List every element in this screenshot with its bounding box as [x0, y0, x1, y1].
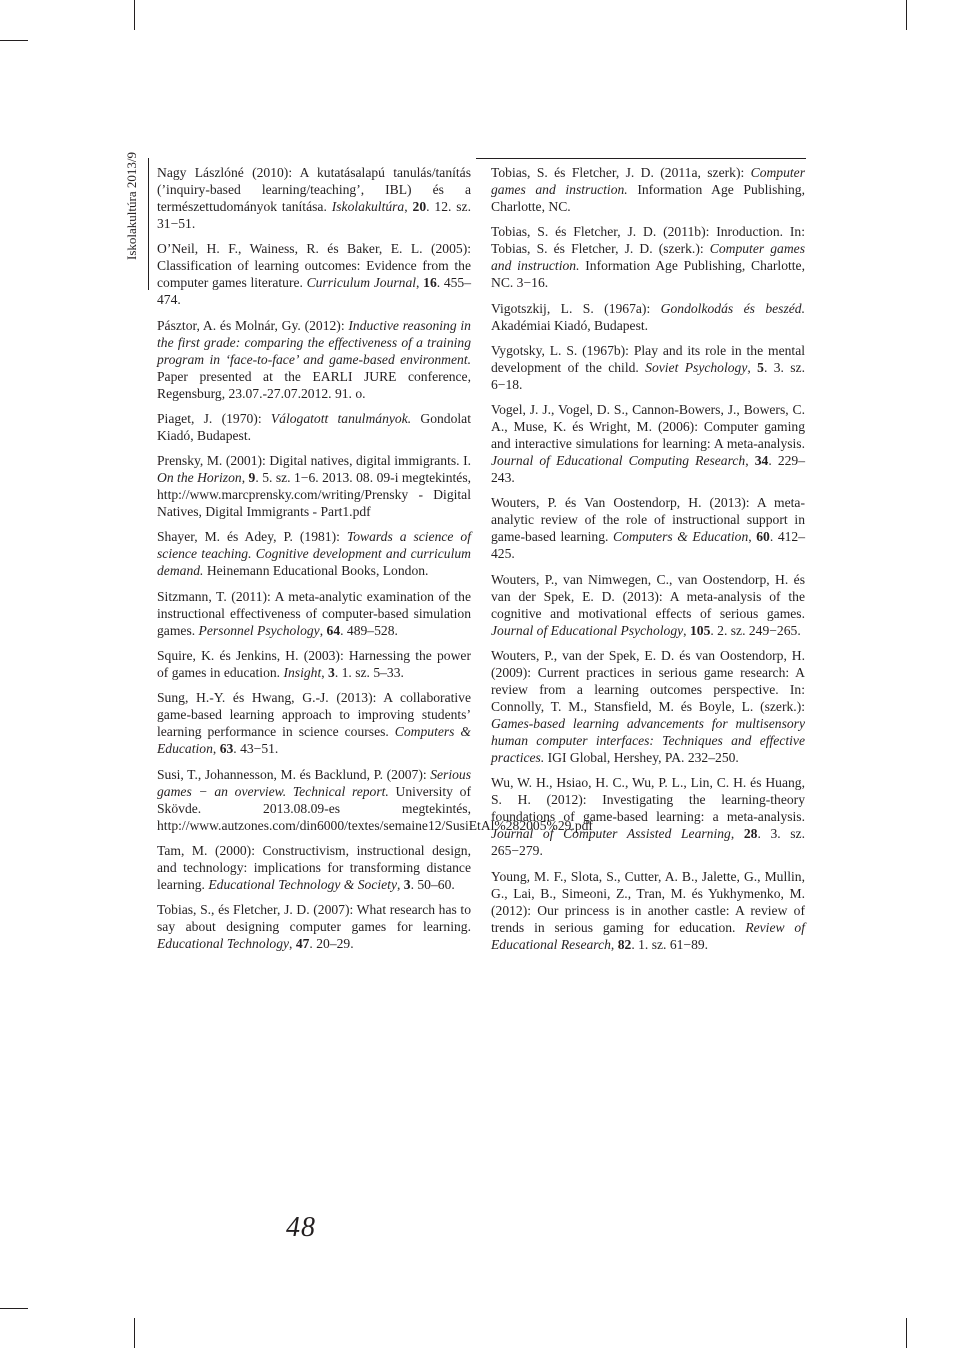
- reference-text: Tobias, S. és Fletcher, J. D. (2011b): Inroduction. In: Tobias, S. és Fletcher, J. D. (szerk.):: [491, 224, 805, 257]
- reference-text: . 50–60.: [410, 876, 455, 892]
- reference-title: Válogatott tanulmányok.: [270, 410, 412, 426]
- reference-entry: [157, 766, 593, 834]
- reference-text: Vogel, J. J., Vogel, D. S., Cannon-Bowers, J., Bowers, C. A., Muse, K. és Wright, M. (2006): Computer gaming and interactive simulations for learning: A meta-analysis.: [491, 402, 805, 452]
- reference-text: Gondolat Kiadó, Budapest.: [157, 410, 471, 443]
- reference-text: IGI Global, Hershey, PA. 232–250.: [544, 750, 739, 766]
- running-head: Iskolakultúra 2013/9: [124, 152, 139, 260]
- reference-entry: [157, 689, 471, 757]
- reference-entry: [157, 240, 471, 308]
- reference-text: Sitzmann, T. (2011): A meta-analytic examination of the instructional effectiveness of computer-based simulation games.: [157, 588, 471, 638]
- reference-text: . 412–425.: [491, 529, 806, 562]
- reference-text: . 20–29.: [309, 936, 354, 952]
- reference-text: ,: [683, 622, 690, 638]
- reference-entry: [491, 164, 805, 215]
- reference-text: Information Age Publishing, Charlotte, NC. 3−16.: [491, 258, 805, 291]
- reference-title: Computer games and instruction.: [491, 165, 805, 197]
- reference-text: ,: [747, 359, 758, 375]
- reference-title: Journal of Educational Computing Research: [491, 453, 746, 469]
- reference-text: . 3. sz. 265−279.: [491, 826, 805, 859]
- reference-title: Personnel Psychology: [198, 622, 320, 638]
- reference-text: . 3. sz. 6−18.: [491, 359, 805, 392]
- reference-entry: [157, 452, 471, 520]
- reference-text: Piaget, J. (1970):: [157, 410, 271, 426]
- reference-text: Heinemann Educational Books, London.: [203, 563, 429, 579]
- reference-volume: 47: [295, 936, 310, 952]
- crop-mark: [906, 1318, 907, 1348]
- reference-text: Wouters, P., van Nimwegen, C., van Oostendorp, H. és van der Spek, E. D. (2013): A meta-analysis of the cognitive and motivational effects of serious games.: [491, 571, 805, 621]
- reference-text: . 229–243.: [491, 453, 805, 486]
- reference-text: Vigotszkij, L. S. (1967a):: [491, 300, 661, 316]
- reference-volume: 60: [756, 529, 770, 545]
- reference-title: On the Horizon: [157, 470, 242, 486]
- reference-text: ,: [289, 936, 296, 952]
- reference-entry: [491, 401, 805, 486]
- reference-entry: [491, 571, 805, 639]
- reference-volume: 82: [617, 936, 632, 952]
- reference-entry: [157, 842, 471, 893]
- reference-text: Susi, T., Johannesson, M. és Backlund, P. (2007):: [157, 766, 431, 782]
- reference-title: Serious games − an overview. Technical report.: [157, 766, 471, 799]
- reference-text: . 5. sz. 1−6. 2013. 08. 09-i megtekintés, http://www.marcprensky.com/writing/Prensky - Digital Natives, Digital Immigrants - Part1.pdf: [157, 470, 472, 520]
- reference-entry: [157, 588, 471, 639]
- reference-title: Educational Technology: [157, 936, 290, 952]
- reference-text: Information Age Publishing, Charlotte, NC.: [491, 182, 805, 214]
- crop-mark: [0, 1308, 28, 1309]
- reference-title: Gondolkodás és beszéd.: [660, 300, 805, 316]
- header-rule: [476, 158, 806, 159]
- reference-volume: 5: [757, 359, 764, 375]
- reference-text: ,: [241, 470, 249, 486]
- reference-text: ,: [404, 199, 413, 214]
- reference-title: Towards a science of science teaching. Cognitive development and curriculum demand.: [157, 529, 471, 579]
- reference-title: Computer games and instruction.: [491, 241, 805, 274]
- reference-volume: 28: [743, 826, 758, 842]
- reference-entry: [491, 647, 805, 766]
- reference-text: Wouters, P. és Van Oostendorp, H. (2013): A meta-analytic review of the role of instructional support in game-based learning.: [491, 495, 805, 545]
- reference-entry: [157, 410, 471, 444]
- reference-entry: [491, 342, 805, 393]
- reference-title: Journal of Educational Psychology: [491, 622, 684, 638]
- reference-text: . 1. sz. 5–33.: [334, 665, 404, 681]
- reference-text: ,: [321, 665, 329, 681]
- reference-entry: [157, 528, 471, 579]
- reference-title: Educational Technology & Society: [208, 876, 397, 892]
- reference-volume: 20: [412, 199, 427, 214]
- reference-entry: [157, 164, 471, 232]
- reference-entry: [157, 317, 471, 402]
- crop-mark: [0, 40, 28, 41]
- reference-title: Soviet Psychology: [645, 359, 748, 375]
- reference-text: Squire, K. és Jenkins, H. (2003): Harnessing the power of games in education.: [157, 648, 471, 681]
- reference-text: Tam, M. (2000): Constructivism, instructional design, and technology: implications for transforming distance learning.: [157, 842, 471, 892]
- page-number: 48: [286, 1212, 316, 1243]
- reference-column-right: [491, 164, 805, 961]
- crop-mark: [134, 0, 135, 30]
- reference-entry: [491, 300, 805, 334]
- reference-volume: 3: [328, 665, 335, 681]
- reference-text: Tobias, S., és Fletcher, J. D. (2007): What research has to say about designing computer games for learning.: [157, 902, 471, 935]
- reference-text: . 455–474.: [157, 275, 472, 308]
- reference-text: . 12. sz. 31−51.: [157, 199, 471, 231]
- reference-title: Computers & Education: [613, 529, 749, 545]
- reference-text: ,: [319, 622, 327, 638]
- margin-rule: [148, 158, 149, 290]
- reference-text: ,: [745, 453, 755, 469]
- reference-text: Wu, W. H., Hsiao, H. C., Wu, P. L., Lin, C. H. és Huang, S. H. (2012): Investigating the learning-theory foundations of game-based learning: a meta-analysis.: [491, 775, 805, 825]
- reference-text: Paper presented at the EARLI JURE conference, Regensburg, 23.07.-27.07.2012. 91. o.: [157, 368, 471, 401]
- crop-mark: [906, 0, 907, 30]
- reference-text: . 1. sz. 61−89.: [631, 936, 709, 952]
- reference-title: Insight: [283, 665, 322, 681]
- reference-text: . 489–528.: [340, 622, 398, 638]
- reference-text: Sung, H.-Y. és Hwang, G.-J. (2013): A collaborative game-based learning approach to improving students’ learning performance in science courses.: [157, 690, 471, 740]
- reference-text: University of Skövde. 2013.08.09-es megtekintés, http://www.autzones.com/din6000/textes/semaine12/SusiEtAl%282005%29.pdf: [157, 783, 593, 833]
- reference-title: Games-based learning advancements for multisensory human computer interfaces: Techniques and effective practices.: [491, 716, 805, 766]
- reference-volume: 64: [326, 622, 341, 638]
- reference-volume: 3: [403, 876, 411, 892]
- reference-volume: 63: [219, 741, 234, 757]
- reference-text: Tobias, S. és Fletcher, J. D. (2011a, szerk):: [491, 165, 751, 180]
- reference-text: Nagy Lászlóné (2010): A kutatásalapú tanulás/tanítás (’inquiry-based learning/teaching’, IBL) és a természettudományok tanítása.: [157, 165, 471, 214]
- crop-mark: [134, 1318, 135, 1348]
- reference-title: Review of Educational Research: [491, 919, 805, 952]
- reference-entry: [491, 774, 805, 859]
- reference-text: ,: [610, 936, 618, 952]
- reference-volume: 9: [248, 470, 256, 486]
- reference-text: O’Neil, H. F., Wainess, R. és Baker, E. L. (2005): Classification of learning outcomes: Evidence from the computer games literature.: [157, 241, 471, 291]
- reference-entry: [491, 868, 805, 953]
- reference-title: Computers & Education: [157, 724, 472, 757]
- reference-volume: 105: [689, 622, 711, 638]
- reference-title: Inductive reasoning in the first grade: comparing the effectiveness of a training program in ‘face-to-face’ and game-based environment.: [157, 317, 471, 367]
- reference-text: Prensky, M. (2001): Digital natives, digital immigrants. I.: [157, 453, 471, 469]
- reference-entry: [157, 647, 471, 681]
- reference-text: ,: [730, 826, 744, 842]
- reference-text: ,: [748, 529, 757, 545]
- reference-title: Iskolakultúra: [331, 199, 405, 214]
- reference-text: . 43−51.: [233, 741, 279, 757]
- reference-text: Shayer, M. és Adey, P. (1981):: [157, 529, 347, 545]
- reference-volume: 16: [423, 275, 437, 291]
- reference-text: Wouters, P., van der Spek, E. D. és van Oostendorp, H. (2009): Current practices in serious game research: A review from a learning outcomes perspective. In: Connolly, T. M., Stansfield, M. és Boyle, L. (szerk.):: [491, 648, 805, 715]
- reference-entry: [491, 494, 805, 562]
- reference-volume: 34: [754, 453, 769, 469]
- reference-text: ,: [396, 876, 404, 892]
- reference-text: Vygotsky, L. S. (1967b): Play and its role in the mental development of the child.: [491, 342, 805, 375]
- reference-text: Young, M. F., Slota, S., Cutter, A. B., Jalette, G., Mullin, G., Lai, B., Simeoni, Z., Tran, M. és Yukhymenko, M. (2012): Our princess is in another castle: A review of trends in serious gaming for education.: [491, 868, 805, 935]
- reference-entry: [491, 223, 805, 291]
- reference-text: ,: [416, 275, 424, 291]
- reference-text: Pásztor, A. és Molnár, Gy. (2012):: [157, 317, 349, 333]
- reference-text: . 2. sz. 249−265.: [710, 622, 801, 638]
- reference-text: Akadémiai Kiadó, Budapest.: [491, 317, 649, 333]
- reference-entry: [157, 901, 471, 952]
- reference-title: Curriculum Journal: [306, 275, 417, 291]
- reference-text: ,: [212, 741, 220, 757]
- reference-title: Journal of Computer Assisted Learning: [491, 826, 731, 842]
